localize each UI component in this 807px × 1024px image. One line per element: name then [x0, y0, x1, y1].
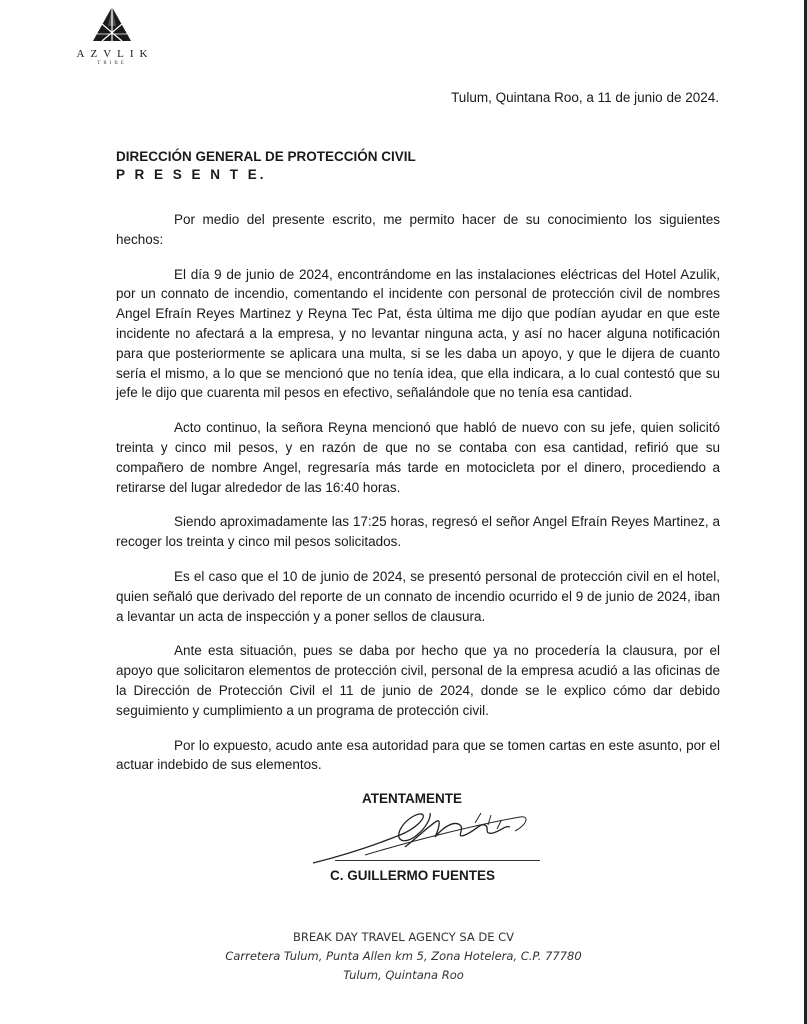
letter-body — [116, 210, 720, 790]
signature-line — [335, 860, 540, 861]
triangle-logo-icon — [92, 6, 132, 42]
footer-company: BREAK DAY TRAVEL AGENCY SA DE CV — [292, 930, 515, 944]
logo-subtitle: TRIBE — [97, 61, 127, 66]
body-paragraph: Ante esta situación, pues se daba por hecho que ya no procedería la clausura, por el apoyo que solicitaron elementos de protección civil, personal de la empresa acudió a las oficinas de la Dirección de Protección Civil el 11 de junio de 2024, donde se le explico cómo dar debido seguimiento y cumplimiento a un programa de protección civil. — [116, 643, 720, 718]
letter-footer — [0, 928, 807, 985]
body-paragraph: El día 9 de junio de 2024, encontrándome en las instalaciones eléctricas del Hotel Azulik, por un connato de incendio, comentando el incidente con personal de protección civil de nombres Angel Efraín Reyes Martinez y Reyna Tec Pat, ésta última me dijo que podían ayudar en que este incidente no afectará a la empresa, y no levantar ninguna acta, y así no hacer alguna notificación para que posteriormente se aplicara una multa, si se les daba un apoyo, y que le dijera de cuanto sería el mismo, a lo que se mencionó que no tenía idea, que ella indicara, a lo cual contestó que su jefe le dijo que cuarenta mil pesos en efectivo, señalándole que no tenía esa cantidad. — [116, 266, 720, 401]
signature-block — [305, 785, 555, 883]
footer-city: Tulum, Quintana Roo — [343, 968, 464, 982]
company-logo — [70, 6, 154, 66]
body-paragraph: Siendo aproximadamente las 17:25 horas, regresó el señor Angel Efraín Reyes Martinez, a recoger los treinta y cinco mil pesos solicitados. — [116, 514, 720, 550]
signer-name: C. GUILLERMO FUENTES — [330, 868, 495, 883]
handwritten-signature — [305, 795, 555, 870]
body-paragraph: Por lo expuesto, acudo ante esa autoridad para que se tomen cartas en este asunto, por el actuar indebido de sus elementos. — [116, 737, 720, 773]
closing-text: ATENTAMENTE — [362, 791, 462, 806]
footer-address: Carretera Tulum, Punta Allen km 5, Zona Hotelera, C.P. 77780 — [225, 949, 582, 963]
logo-wordmark: AZVLIK — [76, 48, 154, 60]
body-paragraph: Acto continuo, la señora Reyna mencionó que habló de nuevo con su jefe, quien solicitó treinta y cinco mil pesos, y en razón de que no se contaba con esa cantidad, refirió que su compañero de nombre Angel, regresaría más tarde en motocicleta por el dinero, procediendo a retirarse del lugar alrededor de las 16:40 horas. — [116, 420, 720, 495]
letter-date: Tulum, Quintana Roo, a 11 de junio de 2024. — [451, 90, 719, 105]
addressee-presente: P R E S E N T E. — [116, 167, 267, 182]
body-paragraph: Es el caso que el 10 de junio de 2024, se presentó personal de protección civil en el hotel, quien señaló que derivado del reporte de un connato de incendio ocurrido el 9 de junio de 2024, iban a levantar un acta de inspección y a poner sellos de clausura. — [116, 568, 720, 624]
addressee-line: DIRECCIÓN GENERAL DE PROTECCIÓN CIVIL — [116, 149, 416, 164]
body-paragraph: Por medio del presente escrito, me permito hacer de su conocimiento los siguientes hechos: — [116, 212, 720, 247]
addressee-block — [116, 148, 416, 184]
